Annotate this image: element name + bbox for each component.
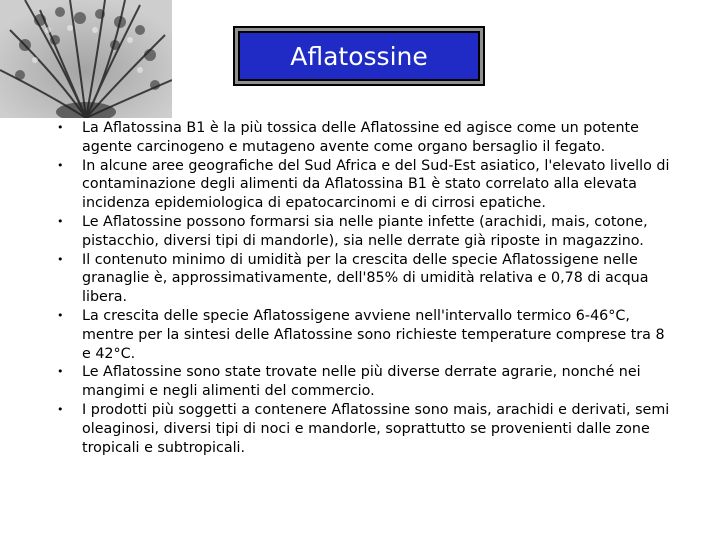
mold-image	[0, 0, 172, 118]
bullet-icon: •	[57, 402, 64, 416]
bullet-text: Il contenuto minimo di umidità per la crescita delle specie Aflatossigene nelle granaglie è, approssimativamente, dell'85% di umidità relativa e 0,78 di acqua libera.	[82, 251, 649, 306]
bullet-list	[52, 119, 672, 457]
slide-title: Aflatossine	[290, 41, 428, 71]
bullet-text: In alcune aree geografiche del Sud Africa e del Sud-Est asiatico, l'elevato livello di contaminazione degli alimenti da Aflatossina B1 è stato correlato alla elevata incidenza epidemiologica di epatocarcinomi e di cirrosi epatiche.	[82, 157, 670, 212]
bullet-icon: •	[57, 308, 64, 322]
bullet-text: Le Aflatossine sono state trovate nelle più diverse derrate agrarie, nonché nei mangimi e negli alimenti del commercio.	[82, 364, 641, 400]
title-box	[233, 26, 485, 86]
bullet-icon: •	[57, 158, 64, 172]
bullet-item	[52, 213, 672, 251]
bullet-icon: •	[57, 214, 64, 228]
bullet-icon: •	[57, 121, 64, 134]
bullet-item	[52, 307, 672, 363]
bullet-text: I prodotti più soggetti a contenere Aflatossine sono mais, arachidi e derivati, semi oleaginosi, diversi tipi di noci e mandorle, soprattutto se provenienti dalle zone tropicali e subtropicali.	[82, 401, 670, 456]
bullet-text: La crescita delle specie Aflatossigene avviene nell'intervallo termico 6-46°C, mentre per la sintesi delle Aflatossine sono richieste temperature comprese tra 8 e 42°C.	[82, 307, 665, 362]
bullet-icon: •	[57, 365, 64, 379]
bullet-text: Le Aflatossine possono formarsi sia nelle piante infette (arachidi, mais, cotone, pistacchio, diversi tipi di mandorle), sia nelle derrate già riposte in magazzino.	[82, 213, 648, 249]
aspergillus-mold-icon	[0, 0, 172, 118]
bullet-item	[52, 401, 672, 457]
bullet-item	[52, 251, 672, 307]
bullet-icon: •	[57, 252, 64, 266]
bullet-item	[52, 157, 672, 213]
bullet-item	[52, 119, 672, 157]
bullet-text: La Aflatossina B1 è la più tossica delle Aflatossine ed agisce come un potente agente carcinogeno e mutageno avente come organo bersaglio il fegato.	[82, 120, 639, 155]
bullet-item	[52, 363, 672, 401]
